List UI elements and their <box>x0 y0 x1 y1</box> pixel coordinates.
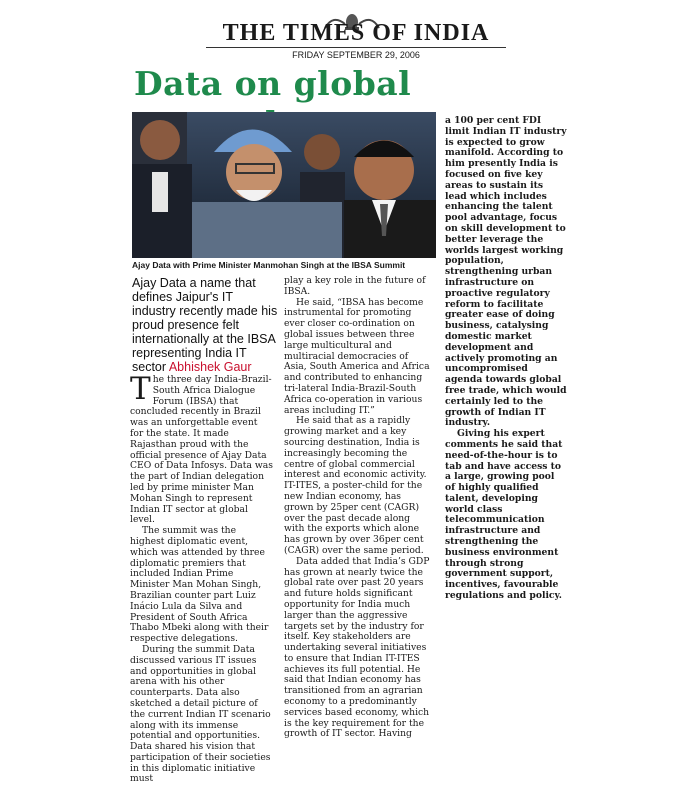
publication-date: FRIDAY SEPTEMBER 29, 2006 <box>292 50 420 60</box>
author-byline: Abhishek Gaur <box>168 360 252 374</box>
body-paragraph: Giving his expert comments he said that need-of-the-hour is to tab and have access to a large, growing pool of highly qualified talent, developing world class telecommunication infrastructure and strengthening the business environment through strong government support, incentives, favourable regulations and policy. <box>445 428 563 602</box>
article-column-2 <box>284 276 431 740</box>
article-column-1 <box>130 371 273 785</box>
masthead <box>206 20 506 60</box>
article-column-3 <box>445 116 567 602</box>
body-paragraph: play a key role in the future of IBSA. <box>284 275 426 297</box>
article-photo <box>132 112 436 258</box>
headline: Data on global <box>134 64 412 103</box>
body-paragraph: He said that as a rapidly growing market and a key sourcing destination, India is increasingly becoming the centre of global commercial interest and economic activity. IT-ITES, a poster-child for the new Indian economy, has grown by 25per cent (CAGR) over the past decade along with the exports which alone has grown by over 36per cent (CAGR) over the same period. <box>284 415 427 556</box>
body-paragraph: Data added that India’s GDP has grown at nearly twice the global rate over past 20 years and future holds significant opportunity for India much larger than the aggressive targets set by the industry for itself. Key stakeholders are undertaking several initiatives to ensure that Indian IT-ITES achieves its full potential. He said that Indian economy has transitioned from an agrarian economy to a predominantly services based economy, which is the key requirement for the growth of IT sector. Having <box>284 555 430 740</box>
body-paragraph: He said, “IBSA has become instrumental for promoting ever closer co-ordination on global issues between three large multicultural and multiracial democracies of Asia, South America and Africa and contributed to enhancing tri-lateral India-Brazil-South Africa co-operation in various areas including IT.” <box>284 296 430 416</box>
masthead-rule <box>206 47 506 48</box>
body-paragraph: The three day India-Brazil-South Africa Dialogue Forum (IBSA) that concluded recently in Brazil was an unforgettable event for the state. It made Rajasthan proud with the official presence of Ajay Data CEO of Data Infosys. Data was the part of Indian delegation led by prime minister Man Mohan Singh to represent Indian IT sector at global level. <box>130 371 273 526</box>
lead-text: Ajay Data a name that defines Jaipur's IT industry recently made his proud presence felt internationally at the IBSA representing India IT sector <box>132 276 278 374</box>
newspaper-name: THE TIMES OF INDIA <box>222 20 490 46</box>
photo-illustration <box>132 112 436 258</box>
body-paragraph: a 100 per cent FDI limit Indian IT industry is expected to grow manifold. According to him presently India is focused on five key areas to sustain its lead which includes enhancing the talent pool advantage, focus on skill development to better leverage the worlds largest working population, strengthening urban infrastructure on proactive regulatory reform to facilitate greater ease of doing business, catalysing domestic market development and actively promoting an uncompromised agenda towards global free trade, which would certainly led to the growth of Indian IT industry. <box>445 115 567 429</box>
lead-paragraph <box>132 276 280 374</box>
body-paragraph: The summit was the highest diplomatic event, which was attended by three diplomatic premiers that included Indian Prime Minister Man Mohan Singh, Brazilian counter part Luiz Inácio Lula da Silva and President of South Africa Thabo Mbeki along with their respective delegations. <box>130 525 269 645</box>
drop-cap: T <box>130 371 151 407</box>
body-paragraph: During the summit Data discussed various IT issues and opportunities in global arena with his other counterparts. Data also sketched a detail picture of the current Indian IT scenario along with its immense potential and opportunities. Data shared his vision that participation of their societies in this diplomatic initiative must <box>130 643 271 785</box>
photo-caption: Ajay Data with Prime Minister Manmohan Singh at the IBSA Summit <box>132 260 406 270</box>
